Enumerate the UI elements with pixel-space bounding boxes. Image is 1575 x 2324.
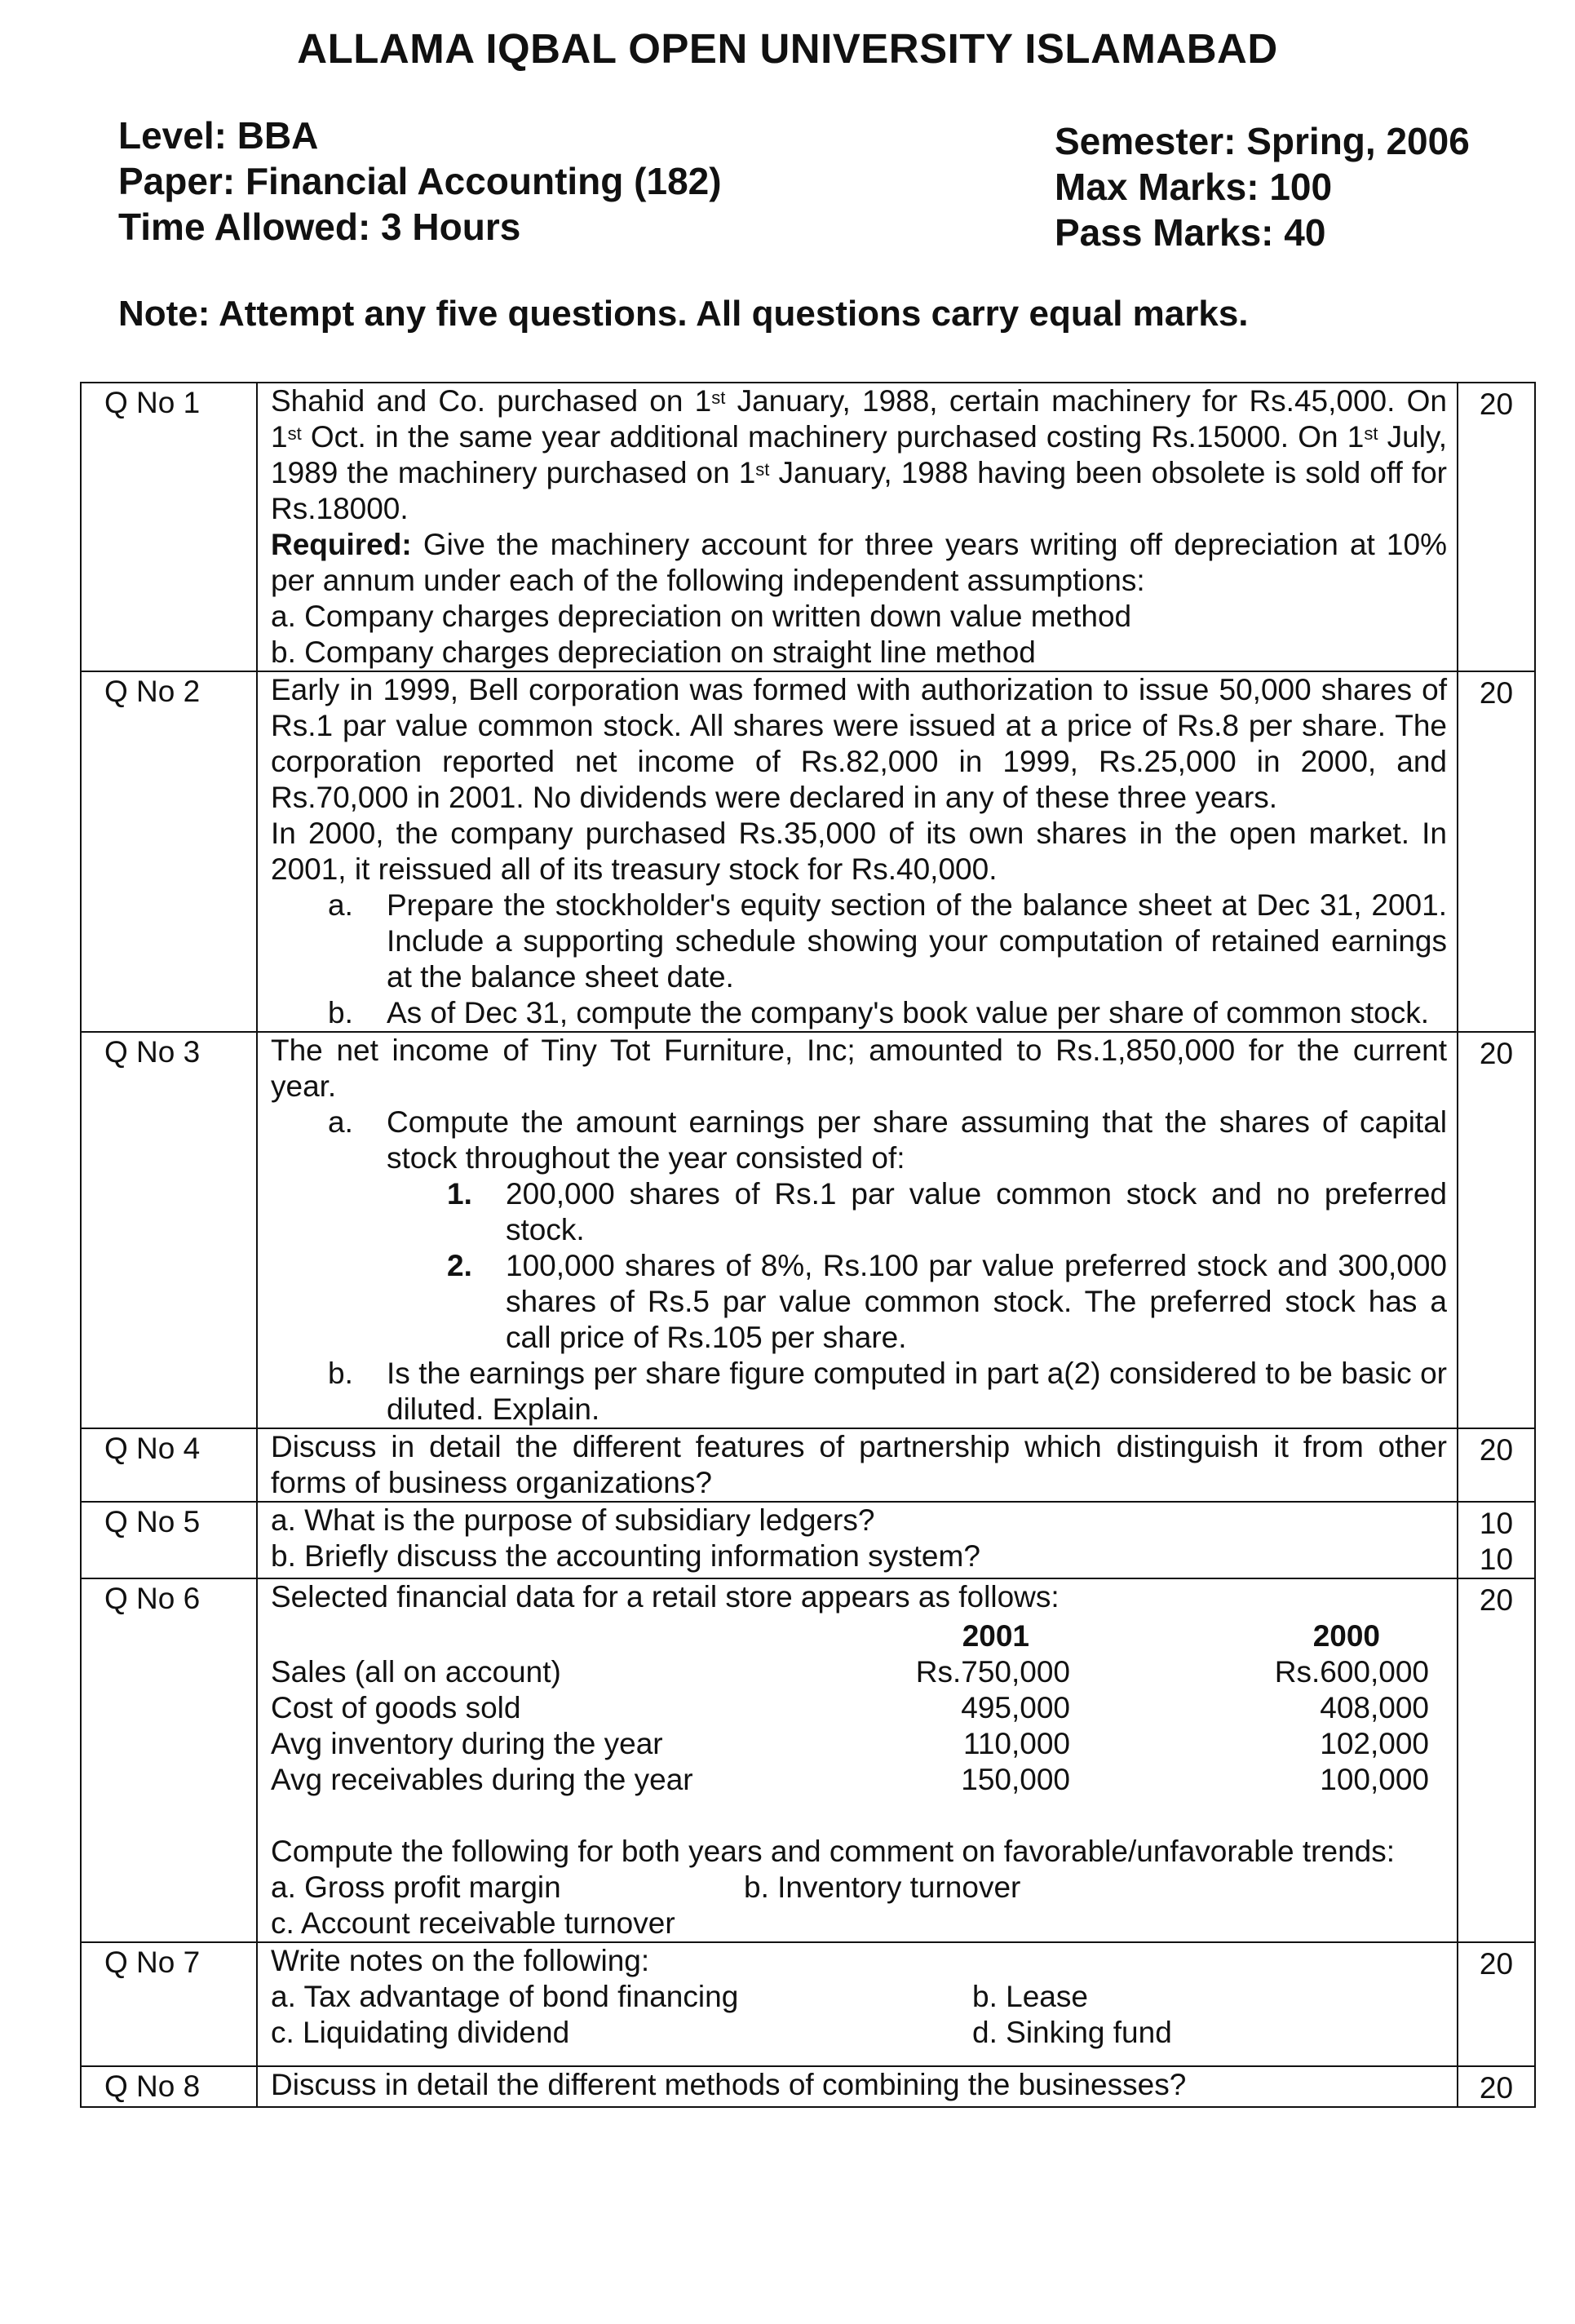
- q3-parts: a. Compute the amount earnings per share assuming that the shares of capital stock throughout the year consisted of:: [328, 1105, 1447, 1175]
- q1-required: Required: Give the machinery account for three years writing off depreciation at 10% per annum under each of the following independent assumptions:: [271, 528, 1447, 597]
- question-number: Q No 7: [81, 1942, 257, 2066]
- q5-part-a: a. What is the purpose of subsidiary ledgers?: [271, 1503, 875, 1537]
- question-text: [257, 1942, 1458, 2066]
- year-2001-header: 2001: [962, 1619, 1029, 1653]
- question-row: [81, 1428, 1535, 1502]
- q3-part-b: Is the earnings per share figure computed in part a(2) considered to be basic or diluted. Explain.: [387, 1357, 1447, 1426]
- q5-part-b: b. Briefly discuss the accounting information system?: [271, 1539, 980, 1573]
- question-row: [81, 2066, 1535, 2107]
- question-text: [257, 1502, 1458, 1578]
- question-marks: 20: [1458, 383, 1535, 671]
- max-marks-label: Max Marks: 100: [1055, 166, 1333, 208]
- q6-part-b: b. Inventory turnover: [744, 1870, 1021, 1904]
- q6-part-a: a. Gross profit margin: [271, 1870, 561, 1904]
- fin-row: Cost of goods sold 495,000 408,000: [271, 1691, 1429, 1724]
- question-number: Q No 2: [81, 671, 257, 1032]
- question-text: [257, 1578, 1458, 1942]
- question-number: Q No 6: [81, 1578, 257, 1942]
- q7-part-a: a. Tax advantage of bond financing: [271, 1980, 739, 2013]
- q6-compute: Compute the following for both years and comment on favorable/unfavorable trends:: [271, 1835, 1396, 1868]
- q2-paragraph-1: Early in 1999, Bell corporation was formed with authorization to issue 50,000 shares of Rs.1 par value common stock. All shares were issued at a price of Rs.8 per share. The corporation reported net income of Rs.82,000 in 1999, Rs.25,000 in 2000, and Rs.70,000 in 2001. No dividends were declared in any of these three years.: [271, 673, 1447, 814]
- question-row: [81, 383, 1535, 671]
- q6-intro: Selected financial data for a retail store appears as follows:: [271, 1580, 1060, 1614]
- fin-row: Avg inventory during the year 110,000 102,000: [271, 1727, 1429, 1760]
- question-text: The net income of Tiny Tot Furniture, Inc; amounted to Rs.1,850,000 for the current year. a. Compute the amount earnings per share assuming that the shares of capital stock throughout the year consisted of: 1. 200,000 shares of Rs.1 par value common stock and no preferred stock. 2. 100,000 shares of 8%, Rs.100 par value preferred stock and 300,000 shares of Rs.5 par value common stock. The preferred stock has a call price of Rs.105 per share. b. Is the earnings per share figure computed in part a(2) considered to be basic or diluted. Explain.: [257, 1032, 1458, 1428]
- question-row: [81, 1502, 1535, 1578]
- question-marks: 10 10: [1458, 1502, 1535, 1578]
- question-text: [257, 671, 1458, 1032]
- q3-paragraph-1: The net income of Tiny Tot Furniture, Inc; amounted to Rs.1,850,000 for the current year.: [271, 1034, 1447, 1103]
- q2-parts: a. Prepare the stockholder's equity section of the balance sheet at Dec 31, 2001. Include a supporting schedule showing your computation of retained earnings at the balance sheet date. b. As of Dec 31, compute the company's book value per share of common stock.: [328, 888, 1447, 1029]
- q2-part-b: As of Dec 31, compute the company's book value per share of common stock.: [387, 996, 1430, 1029]
- q3-part-a: Compute the amount earnings per share assuming that the shares of capital stock throughout the year consisted of:: [387, 1105, 1447, 1175]
- q6-part-c: c. Account receivable turnover: [271, 1906, 675, 1940]
- fin-row: Avg receivables during the year 150,000 100,000: [271, 1763, 1429, 1796]
- q3-subparts: 1. 200,000 shares of Rs.1 par value common stock and no preferred stock. 2. 100,000 shares of 8%, Rs.100 par value preferred stock and 300,000 shares of Rs.5 par value common stock. The preferred stock has a call price of Rs.105 per share.: [447, 1177, 1447, 1354]
- university-title: ALLAMA IQBAL OPEN UNIVERSITY ISLAMABAD: [297, 25, 1278, 72]
- q7-part-b: b. Lease: [972, 1980, 1088, 2013]
- question-marks: 20: [1458, 671, 1535, 1032]
- q7-intro: Write notes on the following:: [271, 1944, 650, 1977]
- question-text: Discuss in detail the different features of partnership which distinguish it from other forms of business organizations?: [257, 1428, 1458, 1502]
- question-marks: 20: [1458, 1942, 1535, 2066]
- question-number: Q No 4: [81, 1428, 257, 1502]
- question-marks: 20: [1458, 2066, 1535, 2107]
- pass-marks-label: Pass Marks: 40: [1055, 211, 1326, 254]
- question-number: Q No 8: [81, 2066, 257, 2107]
- question-marks: 20: [1458, 1578, 1535, 1942]
- q3-subpart-2: 100,000 shares of 8%, Rs.100 par value preferred stock and 300,000 shares of Rs.5 par value common stock. The preferred stock has a call price of Rs.105 per share.: [506, 1249, 1447, 1354]
- level-label: Level: BBA: [118, 114, 319, 157]
- question-text: [257, 383, 1458, 671]
- paper-info-left: [118, 113, 722, 250]
- q2-part-a: Prepare the stockholder's equity section of the balance sheet at Dec 31, 2001. Include a supporting schedule showing your computation of retained earnings at the balance sheet date.: [387, 888, 1447, 994]
- question-row: [81, 1578, 1535, 1942]
- paper-label: Paper: Financial Accounting (182): [118, 160, 722, 202]
- question-number: Q No 5: [81, 1502, 257, 1578]
- instructions-note: Note: Attempt any five questions. All questions carry equal marks.: [118, 294, 1249, 334]
- q3-subpart-1: 200,000 shares of Rs.1 par value common stock and no preferred stock.: [506, 1177, 1447, 1246]
- q1-part-b: b. Company charges depreciation on straight line method: [271, 635, 1036, 669]
- paper-info-right: [1055, 118, 1470, 255]
- q1-part-a: a. Company charges depreciation on written down value method: [271, 600, 1132, 633]
- q2-paragraph-2: In 2000, the company purchased Rs.35,000 of its own shares in the open market. In 2001, it reissued all of its treasury stock for Rs.40,000.: [271, 817, 1447, 886]
- question-row: [81, 671, 1535, 1032]
- question-text: Discuss in detail the different methods of combining the businesses?: [257, 2066, 1458, 2107]
- question-marks: 20: [1458, 1428, 1535, 1502]
- q1-statement: Shahid and Co. purchased on 1st January, 1988, certain machinery for Rs.45,000. On 1st Oct. in the same year additional machinery purchased costing Rs.15000. On 1st July, 1989 the machinery purchased on 1st January, 1988 having been obsolete is sold off for Rs.18000.: [271, 384, 1448, 525]
- q7-part-d: d. Sinking fund: [972, 2016, 1172, 2049]
- fin-row: Sales (all on account) Rs.750,000 Rs.600,000: [271, 1655, 1429, 1689]
- question-number: Q No 1: [81, 383, 257, 671]
- q7-part-c: c. Liquidating dividend: [271, 2016, 570, 2049]
- semester-label: Semester: Spring, 2006: [1055, 120, 1470, 162]
- year-2000-header: 2000: [1312, 1619, 1380, 1653]
- question-number: Q No 3: [81, 1032, 257, 1428]
- financial-data-table: [271, 1618, 1447, 1798]
- question-row: [81, 1032, 1535, 1428]
- time-allowed-label: Time Allowed: 3 Hours: [118, 206, 521, 248]
- question-row: [81, 1942, 1535, 2066]
- question-marks: 20: [1458, 1032, 1535, 1428]
- questions-table: [80, 382, 1536, 2108]
